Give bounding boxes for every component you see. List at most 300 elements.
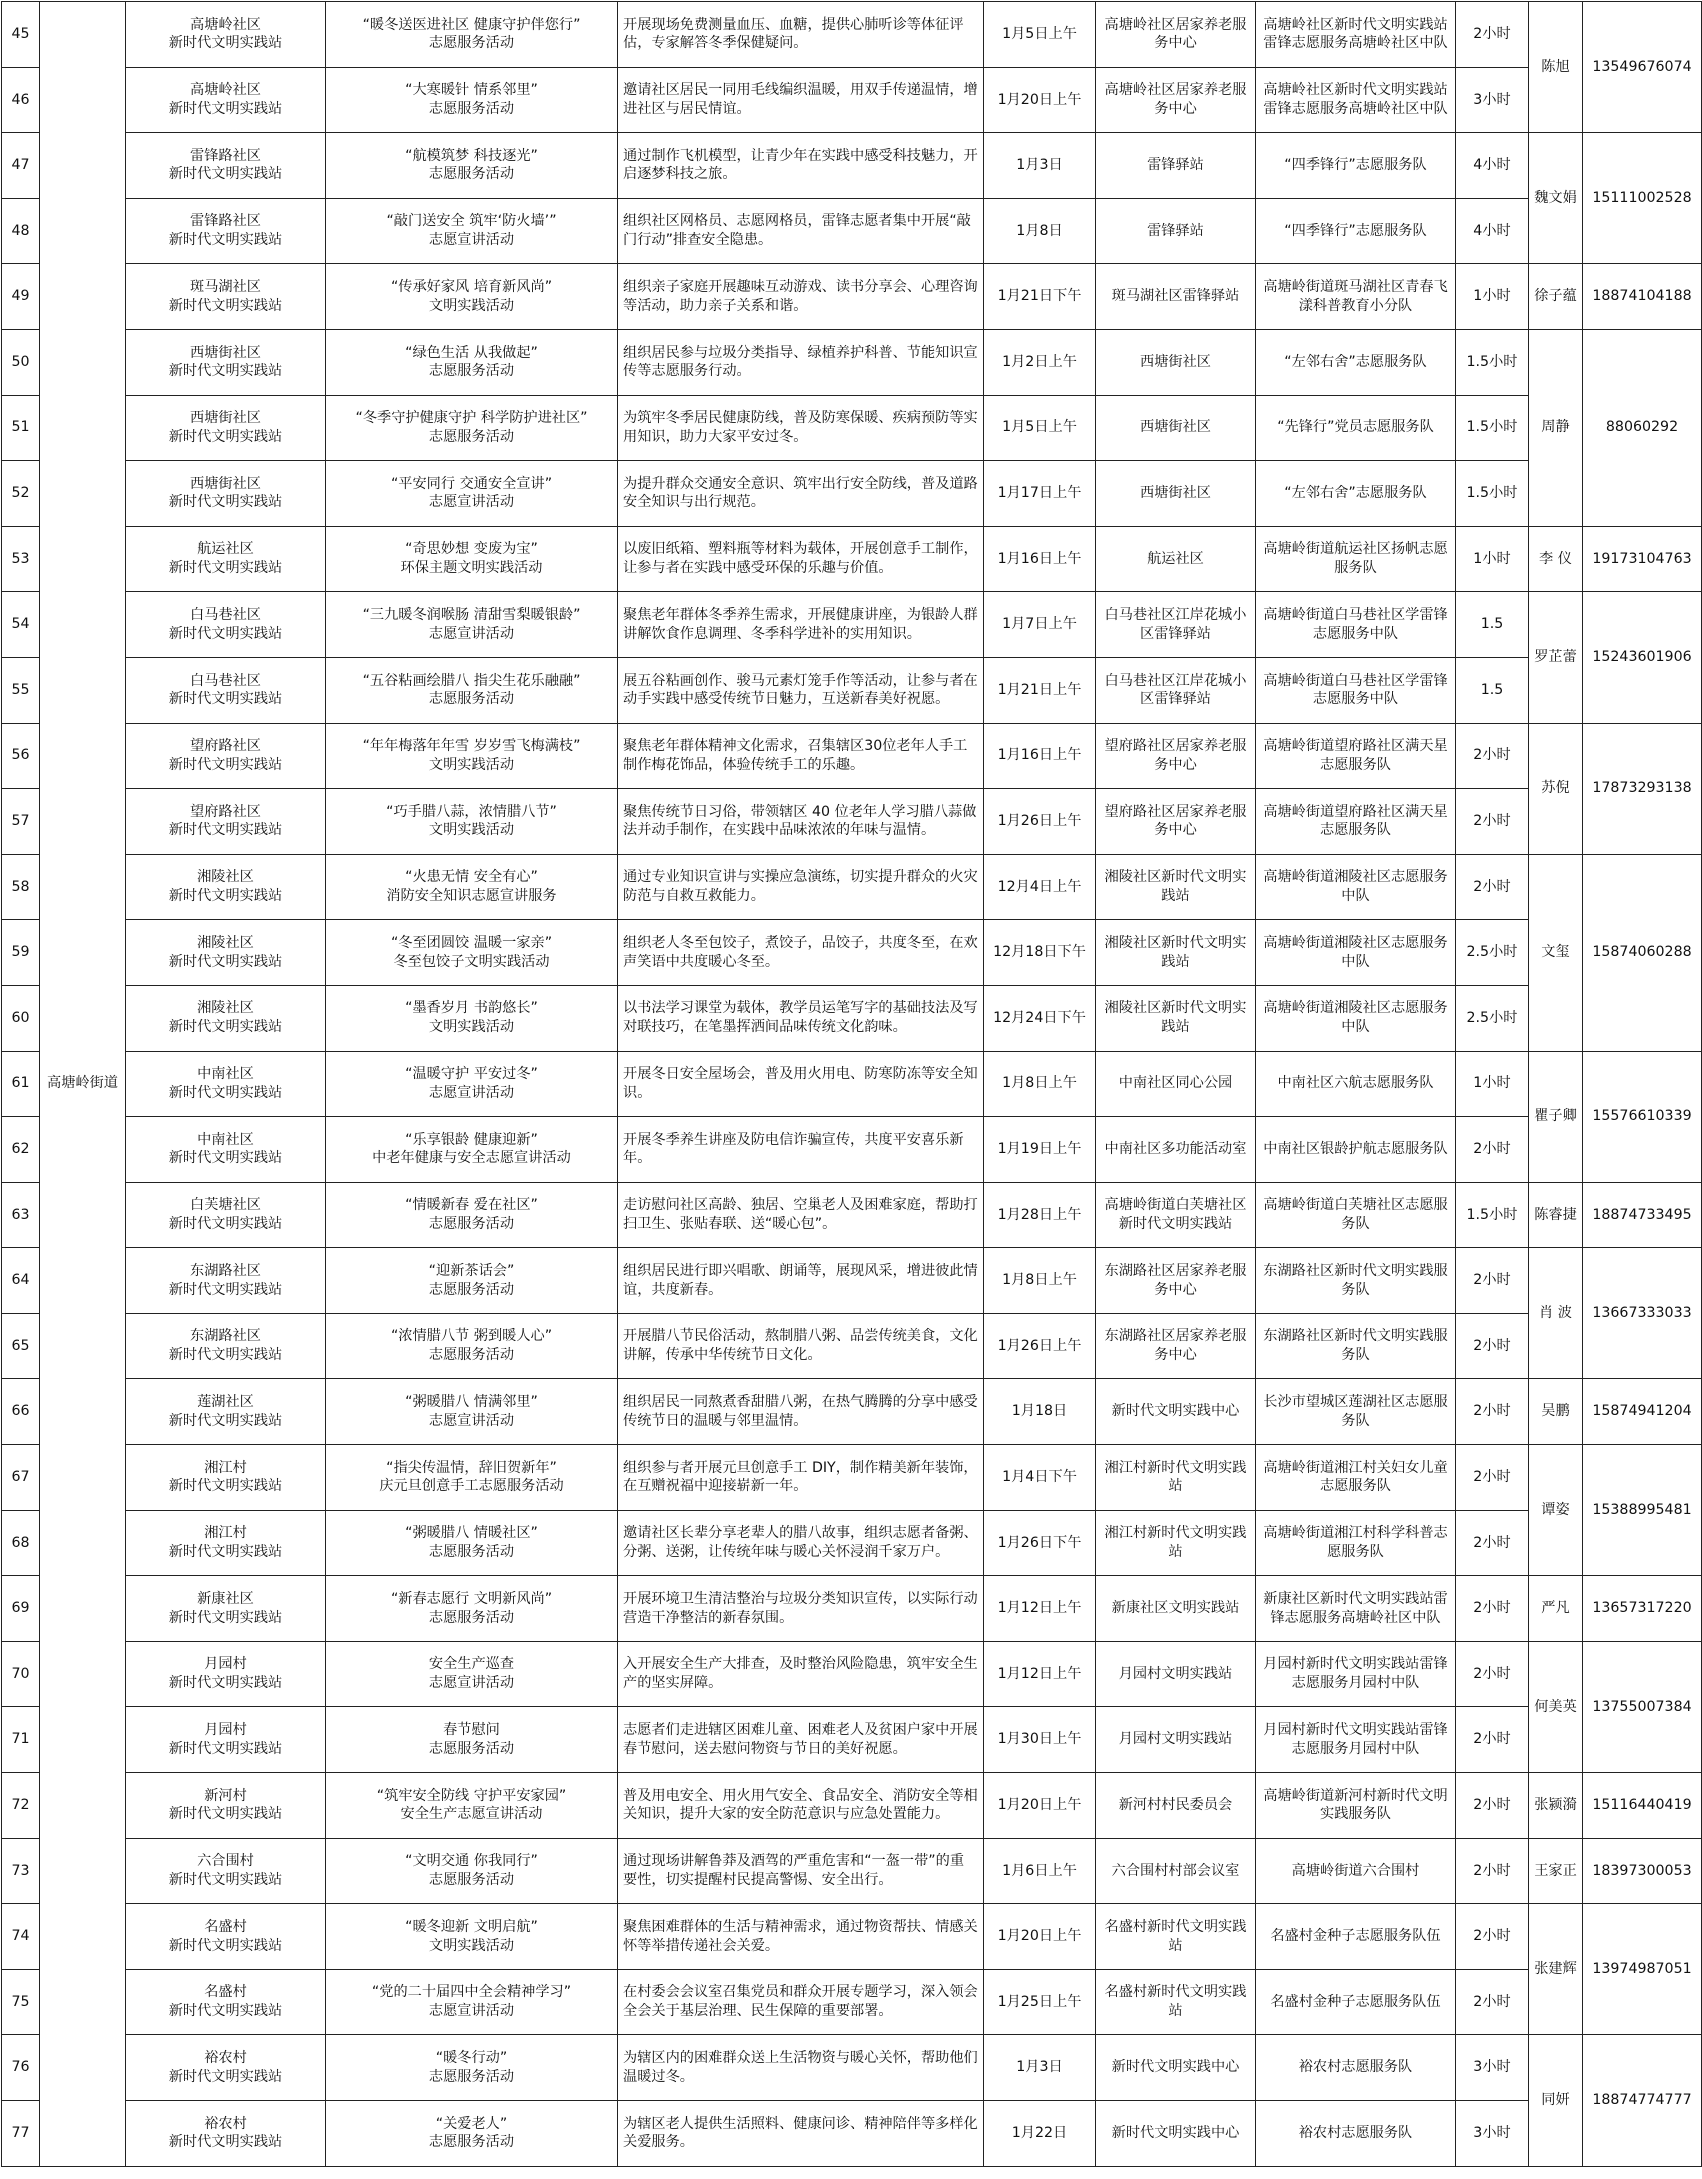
place-cell: 高塘岭街道白芙塘社区新时代文明实践站 — [1096, 1182, 1256, 1248]
contact-phone-cell: 15116440419 — [1583, 1773, 1702, 1839]
content-cell: 邀请社区长辈分享老辈人的腊八故事，组织志愿者备粥、分粥、送粥，让传统年味与暖心关怀浸润千家万户。 — [618, 1510, 984, 1576]
station-cell — [126, 395, 326, 461]
activity-cell-line: 志愿服务活动 — [428, 1609, 515, 1626]
content-cell: 为辖区老人提供生活照料、健康问诊、精神陪伴等多样化关爱服务。 — [618, 2101, 984, 2167]
table-row — [2, 526, 1702, 592]
content-cell: 在村委会会议室召集党员和群众开展专题学习，深入领会全会关于基层治理、民生保障的重要部署。 — [618, 1969, 984, 2035]
duration-cell: 1.5小时 — [1456, 329, 1529, 395]
table-row — [2, 1969, 1702, 2035]
place-cell: 新时代文明实践中心 — [1096, 2035, 1256, 2101]
activity-cell-line: “粥暖腊八 情满邻里” — [405, 1394, 538, 1411]
content-cell: 组织亲子家庭开展趣味互动游戏、读书分享会、心理咨询等活动，助力亲子关系和谐。 — [618, 264, 984, 330]
table-row — [2, 920, 1702, 986]
activity-cell-line: “浓情腊八节 粥到暖人心” — [390, 1328, 553, 1345]
station-cell-line: 西塘街社区 — [190, 475, 261, 492]
place-cell: 高塘岭社区居家养老服务中心 — [1096, 2, 1256, 68]
station-cell-line: 新时代文明实践站 — [168, 1937, 283, 1954]
place-cell: 名盛村新时代文明实践站 — [1096, 1904, 1256, 1970]
activity-cell-line: 庆元旦创意手工志愿服务活动 — [379, 1478, 564, 1495]
time-cell: 1月19日上午 — [984, 1117, 1096, 1183]
contact-phone-cell: 15111002528 — [1583, 133, 1702, 264]
row-number: 51 — [2, 395, 40, 461]
content-cell: 聚焦传统节日习俗，带领辖区 40 位老年人学习腊八蒜做法并动手制作，在实践中品味浓浓的年味与温情。 — [618, 789, 984, 855]
station-cell-line: 新时代文明实践站 — [168, 1740, 283, 1757]
station-cell-line: 新时代文明实践站 — [168, 1675, 283, 1692]
station-cell-line: 新时代文明实践站 — [168, 691, 283, 708]
station-cell — [126, 133, 326, 199]
team-cell: 高塘岭街道六合围村 — [1256, 1838, 1456, 1904]
time-cell: 1月2日上午 — [984, 329, 1096, 395]
activity-cell — [326, 1576, 618, 1642]
contact-phone-cell: 88060292 — [1583, 329, 1702, 526]
activity-cell — [326, 592, 618, 658]
station-cell-line: 新时代文明实践站 — [168, 494, 283, 511]
place-cell: 西塘街社区 — [1096, 329, 1256, 395]
content-cell: 展五谷粘画创作、骏马元素灯笼手作等活动，让参与者在动手实践中感受传统节日魅力，互送新春美好祝愿。 — [618, 657, 984, 723]
place-cell: 望府路社区居家养老服务中心 — [1096, 789, 1256, 855]
station-cell — [126, 1445, 326, 1511]
contact-name-cell: 张建辉 — [1529, 1904, 1583, 2035]
station-cell-line: 新时代文明实践站 — [168, 297, 283, 314]
contact-name-cell: 同妍 — [1529, 2035, 1583, 2166]
schedule-body — [2, 2, 1702, 2167]
station-cell — [126, 657, 326, 723]
team-cell: “四季锋行”志愿服务队 — [1256, 198, 1456, 264]
station-cell-line: 新时代文明实践站 — [168, 2068, 283, 2085]
place-cell: 新康社区文明实践站 — [1096, 1576, 1256, 1642]
activity-cell — [326, 1117, 618, 1183]
station-cell-line: 新时代文明实践站 — [168, 1084, 283, 1101]
table-row — [2, 789, 1702, 855]
activity-cell — [326, 1248, 618, 1314]
activity-cell — [326, 526, 618, 592]
team-cell: 高塘岭街道湘陵社区志愿服务中队 — [1256, 920, 1456, 986]
row-number: 73 — [2, 1838, 40, 1904]
table-row — [2, 1313, 1702, 1379]
team-cell: 月园村新时代文明实践站雷锋志愿服务月园村中队 — [1256, 1707, 1456, 1773]
activity-cell-line: 文明实践活动 — [428, 822, 515, 839]
station-cell — [126, 1576, 326, 1642]
activity-cell — [326, 1182, 618, 1248]
row-number: 47 — [2, 133, 40, 199]
activity-cell — [326, 67, 618, 133]
time-cell: 12月4日上午 — [984, 854, 1096, 920]
row-number: 70 — [2, 1641, 40, 1707]
time-cell: 1月8日上午 — [984, 1051, 1096, 1117]
time-cell: 1月18日 — [984, 1379, 1096, 1445]
row-number: 75 — [2, 1969, 40, 2035]
contact-phone-cell: 13549676074 — [1583, 2, 1702, 133]
activity-cell-line: “奇思妙想 变废为宝” — [405, 541, 538, 558]
activity-cell — [326, 789, 618, 855]
row-number: 61 — [2, 1051, 40, 1117]
station-cell — [126, 1379, 326, 1445]
content-cell: 开展环境卫生清洁整治与垃圾分类知识宣传，以实际行动营造干净整洁的新春氛围。 — [618, 1576, 984, 1642]
station-cell-line: 新康社区 — [197, 1590, 254, 1607]
activity-cell-line: 志愿宣讲活动 — [428, 232, 515, 249]
station-cell — [126, 2035, 326, 2101]
place-cell: 月园村文明实践站 — [1096, 1707, 1256, 1773]
activity-cell — [326, 1051, 618, 1117]
station-cell — [126, 1904, 326, 1970]
duration-cell: 1小时 — [1456, 1051, 1529, 1117]
contact-phone-cell: 15243601906 — [1583, 592, 1702, 723]
team-cell: 名盛村金种子志愿服务队伍 — [1256, 1969, 1456, 2035]
station-cell-line: 新时代文明实践站 — [168, 1871, 283, 1888]
station-cell-line: 新时代文明实践站 — [168, 1150, 283, 1167]
station-cell-line: 新河村 — [204, 1787, 247, 1804]
place-cell: 东湖路社区居家养老服务中心 — [1096, 1313, 1256, 1379]
activity-cell-line: “筑牢安全防线 守护平安家园” — [376, 1787, 567, 1804]
duration-cell: 3小时 — [1456, 67, 1529, 133]
duration-cell: 3小时 — [1456, 2101, 1529, 2167]
duration-cell: 2小时 — [1456, 1313, 1529, 1379]
duration-cell: 2小时 — [1456, 2, 1529, 68]
content-cell: 通过专业知识宣讲与实操应急演练，切实提升群众的火灾防范与自救互救能力。 — [618, 854, 984, 920]
row-number: 53 — [2, 526, 40, 592]
place-cell: 雷锋驿站 — [1096, 133, 1256, 199]
place-cell: 新河村村民委员会 — [1096, 1773, 1256, 1839]
row-number: 56 — [2, 723, 40, 789]
activity-cell — [326, 329, 618, 395]
station-cell-line: 白马巷社区 — [190, 606, 261, 623]
row-number: 68 — [2, 1510, 40, 1576]
row-number: 71 — [2, 1707, 40, 1773]
contact-name-cell: 魏文娟 — [1529, 133, 1583, 264]
activity-cell-line: “三九暖冬润喉肠 清甜雪梨暖银龄” — [362, 606, 581, 623]
content-cell: 开展冬季养生讲座及防电信诈骗宣传，共度平安喜乐新年。 — [618, 1117, 984, 1183]
team-cell: 高塘岭街道白马巷社区学雷锋志愿服务中队 — [1256, 592, 1456, 658]
content-cell: 组织居民一同熬煮香甜腊八粥，在热气腾腾的分享中感受传统节日的温暖与邻里温情。 — [618, 1379, 984, 1445]
station-cell-line: 新时代文明实践站 — [168, 2134, 283, 2151]
time-cell: 1月8日 — [984, 198, 1096, 264]
activity-cell-line: 志愿服务活动 — [428, 2068, 515, 2085]
row-number: 77 — [2, 2101, 40, 2167]
activity-cell-line: 志愿服务活动 — [428, 1281, 515, 1298]
team-cell: 高塘岭街道湘江村科学科普志愿服务队 — [1256, 1510, 1456, 1576]
team-cell: 高塘岭街道望府路社区满天星志愿服务队 — [1256, 789, 1456, 855]
duration-cell: 1.5小时 — [1456, 395, 1529, 461]
time-cell: 1月22日 — [984, 2101, 1096, 2167]
station-cell-line: 新时代文明实践站 — [168, 953, 283, 970]
contact-phone-cell: 18874104188 — [1583, 264, 1702, 330]
duration-cell: 2小时 — [1456, 789, 1529, 855]
table-row — [2, 592, 1702, 658]
duration-cell: 2小时 — [1456, 1576, 1529, 1642]
team-cell: 高塘岭街道湘江村关妇女儿童志愿服务队 — [1256, 1445, 1456, 1511]
activity-cell — [326, 1379, 618, 1445]
place-cell: 望府路社区居家养老服务中心 — [1096, 723, 1256, 789]
activity-cell-line: “冬季守护健康守护 科学防护进社区” — [355, 410, 588, 427]
content-cell: 组织居民进行即兴唱歌、朗诵等，展现风采，增进彼此情谊，共度新春。 — [618, 1248, 984, 1314]
contact-name-cell: 王家正 — [1529, 1838, 1583, 1904]
activity-cell — [326, 1707, 618, 1773]
activity-cell-line: 冬至包饺子文明实践活动 — [393, 953, 550, 970]
team-cell: 新康社区新时代文明实践站雷锋志愿服务高塘岭社区中队 — [1256, 1576, 1456, 1642]
station-cell-line: 裕农村 — [204, 2049, 247, 2066]
activity-cell-line: 志愿服务活动 — [428, 1347, 515, 1364]
activity-cell-line: 志愿宣讲活动 — [428, 494, 515, 511]
contact-name-cell: 张颍漪 — [1529, 1773, 1583, 1839]
activity-cell-line: 安全生产巡查 — [428, 1656, 515, 1673]
station-cell-line: 月园村 — [204, 1656, 247, 1673]
activity-cell-line: “年年梅落年年雪 岁岁雪飞梅满枝” — [362, 738, 581, 755]
time-cell: 1月8日上午 — [984, 1248, 1096, 1314]
station-cell-line: 新时代文明实践站 — [168, 1806, 283, 1823]
activity-cell-line: “火患无情 安全有心” — [405, 869, 538, 886]
duration-cell: 2小时 — [1456, 854, 1529, 920]
table-row — [2, 1838, 1702, 1904]
table-row — [2, 657, 1702, 723]
station-cell-line: 高塘岭社区 — [190, 82, 261, 99]
table-row — [2, 1445, 1702, 1511]
station-cell-line: 湘陵社区 — [197, 1000, 254, 1017]
activity-cell — [326, 1904, 618, 1970]
time-cell: 1月21日上午 — [984, 657, 1096, 723]
team-cell: 高塘岭社区新时代文明实践站雷锋志愿服务高塘岭社区中队 — [1256, 2, 1456, 68]
team-cell: 高塘岭街道湘陵社区志愿服务中队 — [1256, 854, 1456, 920]
place-cell: 斑马湖社区雷锋驿站 — [1096, 264, 1256, 330]
station-cell-line: 新时代文明实践站 — [168, 1412, 283, 1429]
activity-cell-line: “绿色生活 从我做起” — [405, 344, 538, 361]
row-number: 55 — [2, 657, 40, 723]
time-cell: 1月20日上午 — [984, 67, 1096, 133]
duration-cell: 1.5 — [1456, 657, 1529, 723]
time-cell: 1月28日上午 — [984, 1182, 1096, 1248]
place-cell: 中南社区同心公园 — [1096, 1051, 1256, 1117]
station-cell-line: 白马巷社区 — [190, 672, 261, 689]
content-cell: 通过现场讲解鲁莽及酒驾的严重危害和“一盔一带”的重要性，切实提醒村民提高警惕、安全出行。 — [618, 1838, 984, 1904]
activity-cell-line: 文明实践活动 — [428, 297, 515, 314]
contact-name-cell: 陈旭 — [1529, 2, 1583, 133]
table-row — [2, 2035, 1702, 2101]
team-cell: “先锋行”党员志愿服务队 — [1256, 395, 1456, 461]
row-number: 62 — [2, 1117, 40, 1183]
place-cell: 湘陵社区新时代文明实践站 — [1096, 920, 1256, 986]
activity-cell-line: “大寒暖针 情系邻里” — [405, 82, 538, 99]
station-cell — [126, 723, 326, 789]
table-row — [2, 2101, 1702, 2167]
contact-name-cell: 周静 — [1529, 329, 1583, 526]
station-cell — [126, 526, 326, 592]
row-number: 50 — [2, 329, 40, 395]
place-cell: 航运社区 — [1096, 526, 1256, 592]
duration-cell: 1.5小时 — [1456, 1182, 1529, 1248]
content-cell: 组织居民参与垃圾分类指导、绿植养护科普、节能知识宣传等志愿服务行动。 — [618, 329, 984, 395]
station-cell-line: 高塘岭社区 — [190, 16, 261, 33]
activity-cell-line: 志愿服务活动 — [428, 100, 515, 117]
duration-cell: 1.5 — [1456, 592, 1529, 658]
activity-cell — [326, 1510, 618, 1576]
station-cell — [126, 2, 326, 68]
contact-name-cell: 李 仪 — [1529, 526, 1583, 592]
activity-cell-line: “温暖守护 平安过冬” — [405, 1066, 538, 1083]
activity-cell-line: “冬至团圆饺 温暖一家亲” — [390, 934, 553, 951]
contact-name-cell: 陈睿捷 — [1529, 1182, 1583, 1248]
contact-name-cell: 肖 波 — [1529, 1248, 1583, 1379]
contact-phone-cell: 18397300053 — [1583, 1838, 1702, 1904]
station-cell-line: 新时代文明实践站 — [168, 35, 283, 52]
row-number: 63 — [2, 1182, 40, 1248]
contact-phone-cell: 15388995481 — [1583, 1445, 1702, 1576]
content-cell: 为提升群众交通安全意识、筑牢出行安全防线，普及道路安全知识与出行规范。 — [618, 461, 984, 527]
duration-cell: 3小时 — [1456, 2035, 1529, 2101]
team-cell: 高塘岭街道白马巷社区学雷锋志愿服务中队 — [1256, 657, 1456, 723]
activity-cell-line: 中老年健康与安全志愿宣讲活动 — [372, 1150, 571, 1167]
station-cell-line: 新时代文明实践站 — [168, 1215, 283, 1232]
station-cell — [126, 264, 326, 330]
time-cell: 1月21日下午 — [984, 264, 1096, 330]
place-cell: 六合围村村部会议室 — [1096, 1838, 1256, 1904]
activity-cell-line: 志愿服务活动 — [428, 166, 515, 183]
team-cell: 裕农村志愿服务队 — [1256, 2101, 1456, 2167]
activity-cell — [326, 2101, 618, 2167]
station-cell-line: 湘陵社区 — [197, 934, 254, 951]
activity-cell-line: “敲门送安全 筑牢‘防火墙’” — [386, 213, 557, 230]
activity-cell — [326, 264, 618, 330]
content-cell: 开展腊八节民俗活动，熬制腊八粥、品尝传统美食，文化讲解，传承中华传统节日文化。 — [618, 1313, 984, 1379]
activity-cell-line: “巧手腊八蒜，浓情腊八节” — [386, 803, 557, 820]
station-cell-line: 中南社区 — [197, 1066, 254, 1083]
contact-phone-cell: 18874733495 — [1583, 1182, 1702, 1248]
team-cell: 东湖路社区新时代文明实践服务队 — [1256, 1313, 1456, 1379]
place-cell: 白马巷社区江岸花城小区雷锋驿站 — [1096, 592, 1256, 658]
activity-cell — [326, 1838, 618, 1904]
time-cell: 1月16日上午 — [984, 723, 1096, 789]
table-row — [2, 1051, 1702, 1117]
station-cell-line: 新时代文明实践站 — [168, 232, 283, 249]
time-cell: 1月16日上午 — [984, 526, 1096, 592]
contact-name-cell: 苏倪 — [1529, 723, 1583, 854]
duration-cell: 4小时 — [1456, 133, 1529, 199]
team-cell: 高塘岭街道白芙塘社区志愿服务队 — [1256, 1182, 1456, 1248]
content-cell: 聚焦老年群体冬季养生需求，开展健康讲座，为银龄人群讲解饮食作息调理、冬季科学进补的实用知识。 — [618, 592, 984, 658]
time-cell: 1月5日上午 — [984, 2, 1096, 68]
activity-cell-line: “暖冬迎新 文明启航” — [405, 1918, 538, 1935]
contact-name-cell: 吴鹏 — [1529, 1379, 1583, 1445]
time-cell: 12月18日下午 — [984, 920, 1096, 986]
time-cell: 1月12日上午 — [984, 1576, 1096, 1642]
contact-name-cell: 何美英 — [1529, 1641, 1583, 1772]
place-cell: 白马巷社区江岸花城小区雷锋驿站 — [1096, 657, 1256, 723]
duration-cell: 2小时 — [1456, 1248, 1529, 1314]
activity-cell-line: 志愿宣讲活动 — [428, 1675, 515, 1692]
station-cell-line: 新时代文明实践站 — [168, 888, 283, 905]
duration-cell: 2小时 — [1456, 723, 1529, 789]
station-cell-line: 新时代文明实践站 — [168, 1281, 283, 1298]
duration-cell: 2小时 — [1456, 1445, 1529, 1511]
place-cell: 湘江村新时代文明实践站 — [1096, 1510, 1256, 1576]
content-cell: 通过制作飞机模型，让青少年在实践中感受科技魅力，开启逐梦科技之旅。 — [618, 133, 984, 199]
team-cell: 高塘岭社区新时代文明实践站雷锋志愿服务高塘岭社区中队 — [1256, 67, 1456, 133]
station-cell-line: 新时代文明实践站 — [168, 625, 283, 642]
contact-phone-cell: 18874774777 — [1583, 2035, 1702, 2166]
activity-cell — [326, 1773, 618, 1839]
row-number: 65 — [2, 1313, 40, 1379]
contact-phone-cell: 15874941204 — [1583, 1379, 1702, 1445]
station-cell-line: 裕农村 — [204, 2115, 247, 2132]
station-cell — [126, 1510, 326, 1576]
station-cell-line: 新时代文明实践站 — [168, 100, 283, 117]
place-cell: 雷锋驿站 — [1096, 198, 1256, 264]
duration-cell: 2小时 — [1456, 1117, 1529, 1183]
table-row — [2, 329, 1702, 395]
table-row — [2, 1904, 1702, 1970]
station-cell — [126, 1838, 326, 1904]
table-row — [2, 198, 1702, 264]
activity-cell-line: “五谷粘画绘腊八 指尖生花乐融融” — [362, 672, 581, 689]
station-cell-line: 湘江村 — [204, 1459, 247, 1476]
duration-cell: 2.5小时 — [1456, 985, 1529, 1051]
place-cell: 湘江村新时代文明实践站 — [1096, 1445, 1256, 1511]
place-cell: 湘陵社区新时代文明实践站 — [1096, 854, 1256, 920]
time-cell: 1月5日上午 — [984, 395, 1096, 461]
activity-cell-line: “平安同行 交通安全宣讲” — [390, 475, 553, 492]
table-row — [2, 854, 1702, 920]
station-cell-line: 六合围村 — [197, 1853, 254, 1870]
table-row — [2, 1379, 1702, 1445]
activity-cell-line: 春节慰问 — [443, 1722, 500, 1738]
activity-cell — [326, 2035, 618, 2101]
team-cell: “左邻右舍”志愿服务队 — [1256, 461, 1456, 527]
activity-cell — [326, 1969, 618, 2035]
contact-name-cell: 瞿子卿 — [1529, 1051, 1583, 1182]
station-cell-line: 新时代文明实践站 — [168, 428, 283, 445]
activity-cell-line: 志愿服务活动 — [428, 428, 515, 445]
place-cell: 月园村文明实践站 — [1096, 1641, 1256, 1707]
station-cell-line: 名盛村 — [204, 1918, 247, 1935]
content-cell: 以废旧纸箱、塑料瓶等材料为载体，开展创意手工制作，让参与者在实践中感受环保的乐趣与价值。 — [618, 526, 984, 592]
team-cell: 高塘岭街道航运社区扬帆志愿服务队 — [1256, 526, 1456, 592]
content-cell: 走访慰问社区高龄、独居、空巢老人及困难家庭，帮助打扫卫生、张贴春联、送“暖心包”。 — [618, 1182, 984, 1248]
station-cell-line: 新时代文明实践站 — [168, 1019, 283, 1036]
table-row — [2, 1576, 1702, 1642]
station-cell-line: 雷锋路社区 — [190, 213, 261, 230]
duration-cell: 2小时 — [1456, 1773, 1529, 1839]
station-cell-line: 望府路社区 — [190, 738, 261, 755]
station-cell — [126, 1773, 326, 1839]
row-number: 48 — [2, 198, 40, 264]
duration-cell: 2小时 — [1456, 1510, 1529, 1576]
content-cell: 组织社区网格员、志愿网格员，雷锋志愿者集中开展“敲门行动”排查安全隐患。 — [618, 198, 984, 264]
station-cell-line: 新时代文明实践站 — [168, 822, 283, 839]
station-cell-line: 新时代文明实践站 — [168, 166, 283, 183]
activity-cell-line: 志愿宣讲活动 — [428, 2003, 515, 2020]
station-cell — [126, 1117, 326, 1183]
contact-name-cell: 罗芷蕾 — [1529, 592, 1583, 723]
station-cell-line: 东湖路社区 — [190, 1262, 261, 1279]
station-cell — [126, 1641, 326, 1707]
time-cell: 1月17日上午 — [984, 461, 1096, 527]
content-cell: 为筑牢冬季居民健康防线，普及防寒保暖、疾病预防等实用知识，助力大家平安过冬。 — [618, 395, 984, 461]
team-cell: “四季锋行”志愿服务队 — [1256, 133, 1456, 199]
activity-cell — [326, 723, 618, 789]
station-cell-line: 新时代文明实践站 — [168, 560, 283, 577]
activity-cell-line: “乐享银龄 健康迎新” — [405, 1131, 538, 1148]
content-cell: 为辖区内的困难群众送上生活物资与暖心关怀，帮助他们温暖过冬。 — [618, 2035, 984, 2101]
team-cell: 高塘岭街道斑马湖社区青春飞漾科普教育小分队 — [1256, 264, 1456, 330]
contact-phone-cell: 19173104763 — [1583, 526, 1702, 592]
duration-cell: 4小时 — [1456, 198, 1529, 264]
activity-cell-line: 志愿服务活动 — [428, 1215, 515, 1232]
station-cell-line: 中南社区 — [197, 1131, 254, 1148]
activity-cell-line: 志愿服务活动 — [428, 363, 515, 380]
station-cell — [126, 2101, 326, 2167]
time-cell: 1月25日上午 — [984, 1969, 1096, 2035]
station-cell — [126, 67, 326, 133]
activity-cell-line: “暖冬行动” — [435, 2049, 508, 2066]
team-cell: 月园村新时代文明实践站雷锋志愿服务月园村中队 — [1256, 1641, 1456, 1707]
